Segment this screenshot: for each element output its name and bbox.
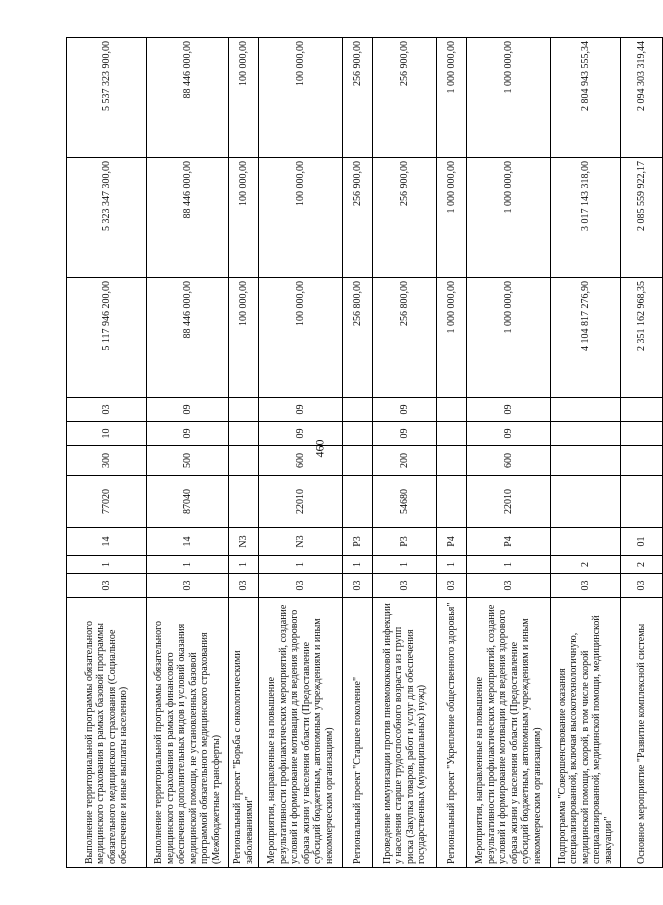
event-code-cell: 14 bbox=[67, 528, 147, 556]
amount-year3-cell: 5 537 323 900,00 bbox=[67, 38, 147, 158]
program-code-cell: 03 bbox=[259, 574, 343, 598]
direction-code-cell bbox=[551, 476, 621, 528]
row-name-cell: Мероприятия, направленные на повышение результативности профилактических мероприятий, создание условий и формирование мотивации для ведения здорового образа жизни у населения области (Предоставление субсидий бюджетным, автономным учреждениям и иным некоммерческим организациям) bbox=[259, 598, 343, 868]
subprogram-code-cell: 1 bbox=[373, 556, 437, 574]
expense-type-cell: 600 bbox=[467, 446, 551, 476]
amount-year3-cell: 1 000 000,00 bbox=[437, 38, 467, 158]
amount-year2-cell: 1 000 000,00 bbox=[437, 158, 467, 278]
amount-year1-cell: 100 000,00 bbox=[229, 278, 259, 398]
direction-code-cell bbox=[437, 476, 467, 528]
table-row bbox=[259, 38, 343, 868]
subprogram-code-cell: 1 bbox=[229, 556, 259, 574]
section-cell bbox=[551, 422, 621, 446]
budget-table bbox=[66, 37, 663, 868]
rotated-page-content bbox=[66, 38, 647, 868]
event-code-cell: N3 bbox=[259, 528, 343, 556]
expense-type-cell bbox=[343, 446, 373, 476]
amount-year1-cell: 2 351 162 968,35 bbox=[621, 278, 663, 398]
direction-code-cell: 22010 bbox=[259, 476, 343, 528]
row-name-cell: Проведение иммунизации против пневмококковой инфекции у населения старше трудоспособного возраста из групп риска (Закупка товаров, работ и услуг для обеспечения государственных (муниципальных) нужд) bbox=[373, 598, 437, 868]
direction-code-cell: 77020 bbox=[67, 476, 147, 528]
expense-type-cell: 200 bbox=[373, 446, 437, 476]
section-cell: 09 bbox=[259, 422, 343, 446]
event-code-cell: P3 bbox=[373, 528, 437, 556]
expense-type-cell bbox=[551, 446, 621, 476]
section-cell bbox=[621, 422, 663, 446]
direction-code-cell bbox=[229, 476, 259, 528]
amount-year1-cell: 256 800,00 bbox=[343, 278, 373, 398]
subprogram-code-cell: 1 bbox=[259, 556, 343, 574]
subprogram-code-cell: 2 bbox=[621, 556, 663, 574]
table-row bbox=[343, 38, 373, 868]
amount-year3-cell: 100 000,00 bbox=[229, 38, 259, 158]
event-code-cell: N3 bbox=[229, 528, 259, 556]
amount-year1-cell: 100 000,00 bbox=[259, 278, 343, 398]
subsection-cell: 09 bbox=[147, 398, 229, 422]
subsection-cell: 03 bbox=[67, 398, 147, 422]
subsection-cell bbox=[343, 398, 373, 422]
table-row bbox=[467, 38, 551, 868]
budget-table-body bbox=[67, 38, 663, 868]
table-row bbox=[437, 38, 467, 868]
program-code-cell: 03 bbox=[551, 574, 621, 598]
event-code-cell: P4 bbox=[467, 528, 551, 556]
direction-code-cell bbox=[621, 476, 663, 528]
program-code-cell: 03 bbox=[229, 574, 259, 598]
amount-year2-cell: 256 900,00 bbox=[343, 158, 373, 278]
subsection-cell bbox=[437, 398, 467, 422]
table-row bbox=[229, 38, 259, 868]
event-code-cell: P4 bbox=[437, 528, 467, 556]
table-row bbox=[551, 38, 621, 868]
program-code-cell: 03 bbox=[621, 574, 663, 598]
direction-code-cell: 22010 bbox=[467, 476, 551, 528]
subsection-cell: 09 bbox=[467, 398, 551, 422]
row-name-cell: Мероприятия, направленные на повышение результативности профилактических мероприятий, создание условий и формирование мотивации для ведения здорового образа жизни у населения области (Предоставление субсидий бюджетным, автономным учреждениям и иным некоммерческим организациям) bbox=[467, 598, 551, 868]
program-code-cell: 03 bbox=[147, 574, 229, 598]
event-code-cell: 01 bbox=[621, 528, 663, 556]
section-cell: 09 bbox=[373, 422, 437, 446]
subsection-cell bbox=[551, 398, 621, 422]
amount-year3-cell: 2 094 303 319,44 bbox=[621, 38, 663, 158]
subprogram-code-cell: 1 bbox=[343, 556, 373, 574]
amount-year2-cell: 256 900,00 bbox=[373, 158, 437, 278]
table-row bbox=[373, 38, 437, 868]
amount-year2-cell: 100 000,00 bbox=[229, 158, 259, 278]
amount-year1-cell: 4 104 817 276,90 bbox=[551, 278, 621, 398]
table-row bbox=[147, 38, 229, 868]
amount-year2-cell: 3 017 143 318,00 bbox=[551, 158, 621, 278]
program-code-cell: 03 bbox=[343, 574, 373, 598]
expense-type-cell: 300 bbox=[67, 446, 147, 476]
subprogram-code-cell: 2 bbox=[551, 556, 621, 574]
expense-type-cell bbox=[621, 446, 663, 476]
subsection-cell bbox=[229, 398, 259, 422]
subprogram-code-cell: 1 bbox=[467, 556, 551, 574]
expense-type-cell bbox=[229, 446, 259, 476]
page-number: 460 bbox=[312, 439, 327, 458]
direction-code-cell bbox=[343, 476, 373, 528]
row-name-cell: Выполнение территориальной программы обязательного медицинского страхования в рамках финансового обеспечения дополнительных видов и условий оказания медицинской помощи, не установленных базовой программой обязательного медицинского страхования (Межбюджетные трансферты) bbox=[147, 598, 229, 868]
amount-year1-cell: 5 117 946 200,00 bbox=[67, 278, 147, 398]
section-cell bbox=[437, 422, 467, 446]
subprogram-code-cell: 1 bbox=[437, 556, 467, 574]
direction-code-cell: 54680 bbox=[373, 476, 437, 528]
amount-year1-cell: 1 000 000,00 bbox=[467, 278, 551, 398]
event-code-cell: P3 bbox=[343, 528, 373, 556]
amount-year3-cell: 2 804 943 555,34 bbox=[551, 38, 621, 158]
budget-table-container bbox=[66, 38, 647, 868]
section-cell bbox=[343, 422, 373, 446]
expense-type-cell: 500 bbox=[147, 446, 229, 476]
amount-year3-cell: 100 000,00 bbox=[259, 38, 343, 158]
section-cell: 09 bbox=[467, 422, 551, 446]
expense-type-cell: 600 bbox=[259, 446, 343, 476]
row-name-cell: Региональный проект "Укрепление общественного здоровья" bbox=[437, 598, 467, 868]
amount-year2-cell: 5 323 347 300,00 bbox=[67, 158, 147, 278]
row-name-cell: Региональный проект "Старшее поколение" bbox=[343, 598, 373, 868]
amount-year2-cell: 2 085 559 922,17 bbox=[621, 158, 663, 278]
table-row bbox=[67, 38, 147, 868]
table-row bbox=[621, 38, 663, 868]
subprogram-code-cell: 1 bbox=[147, 556, 229, 574]
amount-year1-cell: 88 446 000,00 bbox=[147, 278, 229, 398]
amount-year2-cell: 1 000 000,00 bbox=[467, 158, 551, 278]
subsection-cell: 09 bbox=[373, 398, 437, 422]
expense-type-cell bbox=[437, 446, 467, 476]
row-name-cell: Подпрограмма "Совершенствование оказания специализированной, включая высокотехнологичную, медицинской помощи, скорой, в том числе скорой специализированной, медицинской помощи, медицинской эвакуации" bbox=[551, 598, 621, 868]
amount-year2-cell: 100 000,00 bbox=[259, 158, 343, 278]
section-cell: 09 bbox=[147, 422, 229, 446]
amount-year3-cell: 1 000 000,00 bbox=[467, 38, 551, 158]
event-code-cell bbox=[551, 528, 621, 556]
row-name-cell: Выполнение территориальной программы обязательного медицинского страхования в рамках базовой программы обязательного медицинского страхования (Социальное обеспечение и иные выплаты населению) bbox=[67, 598, 147, 868]
event-code-cell: 14 bbox=[147, 528, 229, 556]
program-code-cell: 03 bbox=[67, 574, 147, 598]
program-code-cell: 03 bbox=[467, 574, 551, 598]
program-code-cell: 03 bbox=[373, 574, 437, 598]
amount-year3-cell: 256 900,00 bbox=[343, 38, 373, 158]
amount-year2-cell: 88 446 000,00 bbox=[147, 158, 229, 278]
subsection-cell: 09 bbox=[259, 398, 343, 422]
amount-year1-cell: 1 000 000,00 bbox=[437, 278, 467, 398]
program-code-cell: 03 bbox=[437, 574, 467, 598]
subsection-cell bbox=[621, 398, 663, 422]
amount-year1-cell: 256 800,00 bbox=[373, 278, 437, 398]
row-name-cell: Основное мероприятие "Развитие комплексной системы bbox=[621, 598, 663, 868]
section-cell bbox=[229, 422, 259, 446]
amount-year3-cell: 88 446 000,00 bbox=[147, 38, 229, 158]
row-name-cell: Региональный проект "Борьба с онкологическими заболеваниями" bbox=[229, 598, 259, 868]
amount-year3-cell: 256 900,00 bbox=[373, 38, 437, 158]
section-cell: 10 bbox=[67, 422, 147, 446]
subprogram-code-cell: 1 bbox=[67, 556, 147, 574]
direction-code-cell: 87040 bbox=[147, 476, 229, 528]
